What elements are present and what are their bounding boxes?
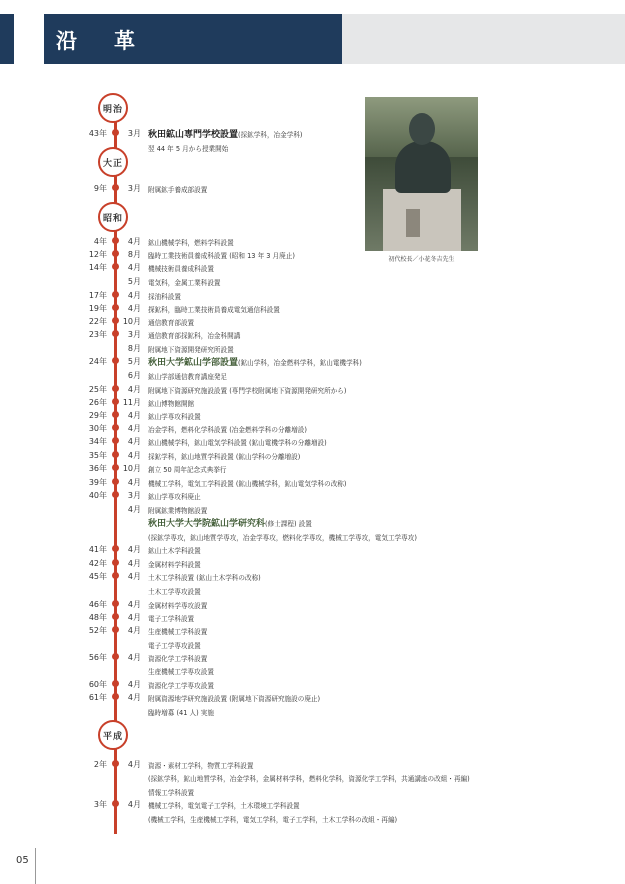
timeline-event-text: 資源化学工学専攻設置 [148,682,214,690]
timeline-event-text: 金属材料学専攻設置 [148,602,208,610]
timeline-event [148,424,307,434]
timeline-row [0,343,625,354]
timeline-month: 4月 [127,760,141,769]
timeline-month: 4月 [127,626,141,635]
timeline-month: 4月 [127,411,141,420]
timeline-event-text: (採鉱学専攻，鉱山地質学専攻，冶金学専攻，燃料化学専攻，機械工学専攻，電気工学専攻) [148,534,417,542]
timeline-row [0,813,625,824]
timeline-year: 26年 [88,398,107,407]
timeline-event-text: 通信教育部設置 [148,319,195,327]
timeline-row [0,436,625,447]
timeline-dot [112,398,119,405]
timeline-event [148,478,346,488]
timeline-month: 5月 [127,357,141,366]
timeline-event-text: 附属鉱手養成部設置 [148,186,208,194]
timeline-month: 8月 [127,250,141,259]
timeline-dot [112,464,119,471]
timeline-event-text: 生産機械工学科設置 [148,628,208,636]
photo-plaque [406,209,420,237]
timeline-dot [112,330,119,337]
timeline-event-text: 電子工学科設置 [148,615,195,623]
timeline-event-text: 附属資源地学研究施設設置 (附属地下資源研究施設の廃止) [148,695,321,703]
timeline-event-text: 鉱山機械学科，鉱山電気学科設置 (鉱山電機学科の分離増設) [148,439,327,447]
timeline-event-text: (採鉱学科，鉱山地質学科，冶金学科，金属材料学科，燃料化学科，資源化学工学科，共通講座の改組・再編) [148,775,470,783]
timeline-row [0,639,625,650]
timeline-dot [112,437,119,444]
timeline-row [0,276,625,287]
timeline-month: 4月 [127,653,141,662]
timeline-dot [112,693,119,700]
timeline-row [0,290,625,301]
timeline-year: 35年 [88,451,107,460]
timeline-event-text: 資源・素材工学科，物質工学科設置 [148,762,254,770]
timeline-row [0,772,625,783]
timeline-dot [112,545,119,552]
timeline-row [0,517,625,528]
timeline-event [148,464,227,474]
timeline-row [0,544,625,555]
timeline-event-text: 鉱山博物館開館 [148,400,195,408]
page-number: 05 [16,855,29,866]
timeline-row [0,303,625,314]
timeline-event [148,680,214,690]
timeline-month: 4月 [127,437,141,446]
timeline-year: 17年 [88,291,107,300]
timeline-event-text: 鉱山学部通信教育講座発足 [148,373,228,381]
timeline-year: 4年 [93,237,107,246]
timeline-event [148,626,207,636]
photo-caption: 初代校長／小花冬吉先生 [388,256,455,263]
timeline-event [148,344,234,354]
timeline-row [0,706,625,717]
timeline-month: 4月 [127,385,141,394]
timeline-row [0,786,625,797]
timeline-event-note: (鉱山学科，冶金燃料学科，鉱山電機学科) [238,359,362,367]
timeline-row [0,142,625,153]
header-accent-bar [0,14,14,64]
timeline-event [148,304,280,314]
timeline-event-text: 秋田大学鉱山学部設置 [148,358,239,368]
timeline-event-text: 電気科，金属工業科設置 [148,279,221,287]
timeline-row [0,329,625,340]
timeline-event-text: 鉱山土木学科設置 [148,547,201,555]
timeline-event [148,814,397,824]
timeline-event [148,291,181,301]
timeline-event-text: 金属材料学科設置 [148,561,201,569]
timeline-row [0,652,625,663]
timeline-event [148,572,261,582]
timeline-year: 3年 [93,800,107,809]
timeline-month: 4月 [127,693,141,702]
timeline-dot [112,357,119,364]
timeline-event [148,437,327,447]
timeline-month: 3月 [127,184,141,193]
timeline-year: 14年 [88,263,107,272]
timeline-month: 4月 [127,291,141,300]
timeline-year: 24年 [88,357,107,366]
timeline-event [148,613,194,623]
timeline-event-text: 機械工学科，電気電子工学科，土木環境工学科設置 [148,802,300,810]
timeline-dot [112,304,119,311]
founder-statue-photo [365,97,478,251]
era-badge: 明治 [98,93,128,123]
timeline-event-text: 創立 50 周年記念式典挙行 [148,466,227,474]
timeline-event [148,707,214,717]
timeline-event [148,800,300,810]
timeline-year: 2年 [93,760,107,769]
timeline-event [148,451,300,461]
timeline-year: 45年 [88,572,107,581]
timeline-event-text: 附属地下資源研究施設設置 (専門学校附属地下資源開発研究所から) [148,387,347,395]
timeline-event [148,411,201,421]
timeline-dot [112,600,119,607]
timeline-row [0,423,625,434]
timeline-dot [112,263,119,270]
timeline-month: 8月 [127,344,141,353]
timeline-event-note: (修士課程) 設置 [265,520,312,528]
timeline-dot [112,424,119,431]
timeline-month: 4月 [127,304,141,313]
timeline-event-text: 冶金学科，燃料化学科設置 (冶金燃料学科の分離増設) [148,426,307,434]
timeline-event-text: 翌 44 年 5 月から授業開始 [148,145,229,153]
timeline-row [0,356,625,367]
timeline-row [0,504,625,515]
timeline-month: 3月 [127,129,141,138]
timeline-row [0,128,625,139]
timeline-dot [112,572,119,579]
timeline-event [148,505,207,515]
timeline-event-text: (機械工学科，生産機械工学科，電気工学科，電子工学科，土木工学科の改組・再編) [148,816,398,824]
timeline-dot [112,653,119,660]
timeline-row [0,759,625,770]
timeline-event [148,693,320,703]
timeline-month: 10月 [122,464,141,473]
timeline-row [0,571,625,582]
timeline-month: 4月 [127,559,141,568]
timeline-row [0,450,625,461]
timeline-row [0,370,625,381]
timeline-row [0,490,625,501]
timeline-month: 4月 [127,545,141,554]
timeline-event-text: 通信教育部採鉱科，冶金科開講 [148,332,241,340]
timeline-year: 56年 [88,653,107,662]
timeline-row [0,665,625,676]
timeline-year: 60年 [88,680,107,689]
timeline-row [0,410,625,421]
timeline-year: 43年 [88,129,107,138]
timeline-event [148,385,346,395]
timeline-row [0,692,625,703]
timeline-event [148,355,362,368]
timeline-event [148,586,201,596]
timeline-event-text: 秋田大学大学院鉱山学研究科 [148,519,266,529]
timeline-event-text: 臨時工業技術員養成科設置 (昭和 13 年 3 月廃止) [148,252,295,260]
timeline-event [148,330,240,340]
timeline-event [148,787,194,797]
timeline-year: 34年 [88,437,107,446]
timeline-event [148,143,228,153]
timeline-row [0,236,625,247]
timeline-year: 23年 [88,330,107,339]
timeline-month: 4月 [127,600,141,609]
timeline-event-text: 鉱山学専攻科廃止 [148,493,201,501]
timeline-row [0,463,625,474]
timeline-event-text: 機械工学科，電気工学科設置 (鉱山機械学科，鉱山電気学科の改称) [148,480,347,488]
timeline-dot [112,680,119,687]
timeline-dot [112,184,119,191]
timeline-event [148,545,201,555]
timeline-month: 4月 [127,680,141,689]
timeline-event [148,263,214,273]
timeline-month: 4月 [127,613,141,622]
timeline-year: 19年 [88,304,107,313]
timeline-dot [112,451,119,458]
timeline-dot [112,626,119,633]
timeline-event-text: 採鉱学科，鉱山地質学科設置 (鉱山学科の分離増設) [148,453,301,461]
timeline-year: 46年 [88,600,107,609]
timeline-event [148,250,295,260]
timeline-event-text: 情報工学科設置 [148,789,195,797]
timeline-dot [112,317,119,324]
timeline-year: 36年 [88,464,107,473]
timeline-month: 4月 [127,505,141,514]
timeline-dot [112,478,119,485]
timeline-event [148,516,312,529]
timeline-row [0,262,625,273]
timeline-year: 9年 [93,184,107,193]
timeline-month: 4月 [127,263,141,272]
timeline-month: 4月 [127,478,141,487]
timeline-dot [112,800,119,807]
timeline-dot [112,237,119,244]
timeline-dot [112,411,119,418]
timeline-dot [112,559,119,566]
timeline-row [0,585,625,596]
timeline-year: 22年 [88,317,107,326]
era-badge: 平成 [98,720,128,750]
timeline-event-text: 土木工学専攻設置 [148,588,201,596]
timeline-event [148,237,234,247]
timeline-dot [112,385,119,392]
era-badge: 昭和 [98,202,128,232]
timeline-month: 3月 [127,330,141,339]
timeline-event-text: 探鉱科，臨時工業技術員養成電気通信科設置 [148,306,280,314]
timeline-event-text: 生産機械工学専攻設置 [148,668,214,676]
timeline-row [0,183,625,194]
timeline-event [148,491,201,501]
timeline-month: 6月 [127,371,141,380]
timeline-event [148,184,207,194]
timeline-event [148,773,470,783]
timeline-month: 5月 [127,277,141,286]
timeline-event-text: 秋田鉱山専門学校設置 [148,130,239,140]
page-title: 沿 革 [56,29,143,53]
timeline-row [0,799,625,810]
timeline-row [0,531,625,542]
timeline-dot [112,250,119,257]
timeline-month: 11月 [122,398,141,407]
timeline-year: 30年 [88,424,107,433]
timeline-event [148,600,207,610]
timeline-event-text: 資源化学工学科設置 [148,655,208,663]
timeline-year: 25年 [88,385,107,394]
timeline-year: 12年 [88,250,107,259]
timeline-event [148,559,201,569]
timeline-event [148,277,221,287]
timeline-year: 52年 [88,626,107,635]
timeline-year: 40年 [88,491,107,500]
timeline-month: 10月 [122,317,141,326]
timeline-dot [112,129,119,136]
timeline-event-text: 機械技術員養成科設置 [148,265,214,273]
timeline-month: 4月 [127,424,141,433]
timeline-event-note: (採鉱学科，冶金学科) [238,131,303,139]
timeline-event [148,666,214,676]
timeline-row [0,397,625,408]
timeline-row [0,625,625,636]
timeline-month: 3月 [127,491,141,500]
timeline-year: 41年 [88,545,107,554]
header-grey-band [342,14,625,64]
timeline-row [0,679,625,690]
timeline-event [148,317,194,327]
timeline-event-text: 採油科設置 [148,293,181,301]
timeline-year: 39年 [88,478,107,487]
timeline-event-text: 附属鉱業博物館設置 [148,507,208,515]
timeline-year: 61年 [88,693,107,702]
timeline-dot [112,613,119,620]
timeline-event-text: 鉱山機械学科，燃料学科設置 [148,239,234,247]
timeline-event-text: 臨時増募 (41 人) 実施 [148,709,214,717]
timeline-row [0,599,625,610]
timeline-year: 48年 [88,613,107,622]
timeline-event-text: 鉱山学専攻科設置 [148,413,201,421]
timeline-month: 4月 [127,451,141,460]
timeline-row [0,558,625,569]
timeline-month: 4月 [127,572,141,581]
timeline-event-text: 附属地下資源開発研究所設置 [148,346,234,354]
page-number-divider [35,848,36,884]
timeline-dot [112,491,119,498]
timeline-month: 4月 [127,237,141,246]
timeline-event [148,640,201,650]
timeline-dot [112,291,119,298]
timeline-year: 29年 [88,411,107,420]
timeline-month: 4月 [127,800,141,809]
timeline-event-text: 電子工学専攻設置 [148,642,201,650]
timeline-row [0,477,625,488]
timeline-row [0,612,625,623]
timeline-year: 42年 [88,559,107,568]
era-badge: 大正 [98,147,128,177]
timeline-event [148,653,207,663]
timeline-event [148,127,303,140]
timeline-row [0,316,625,327]
timeline-row [0,384,625,395]
timeline-event [148,371,227,381]
timeline-event [148,398,194,408]
timeline-dot [112,760,119,767]
timeline-row [0,249,625,260]
timeline-event-text: 土木工学科設置 (鉱山土木学科の改称) [148,574,261,582]
timeline-event [148,760,254,770]
timeline-event [148,532,417,542]
